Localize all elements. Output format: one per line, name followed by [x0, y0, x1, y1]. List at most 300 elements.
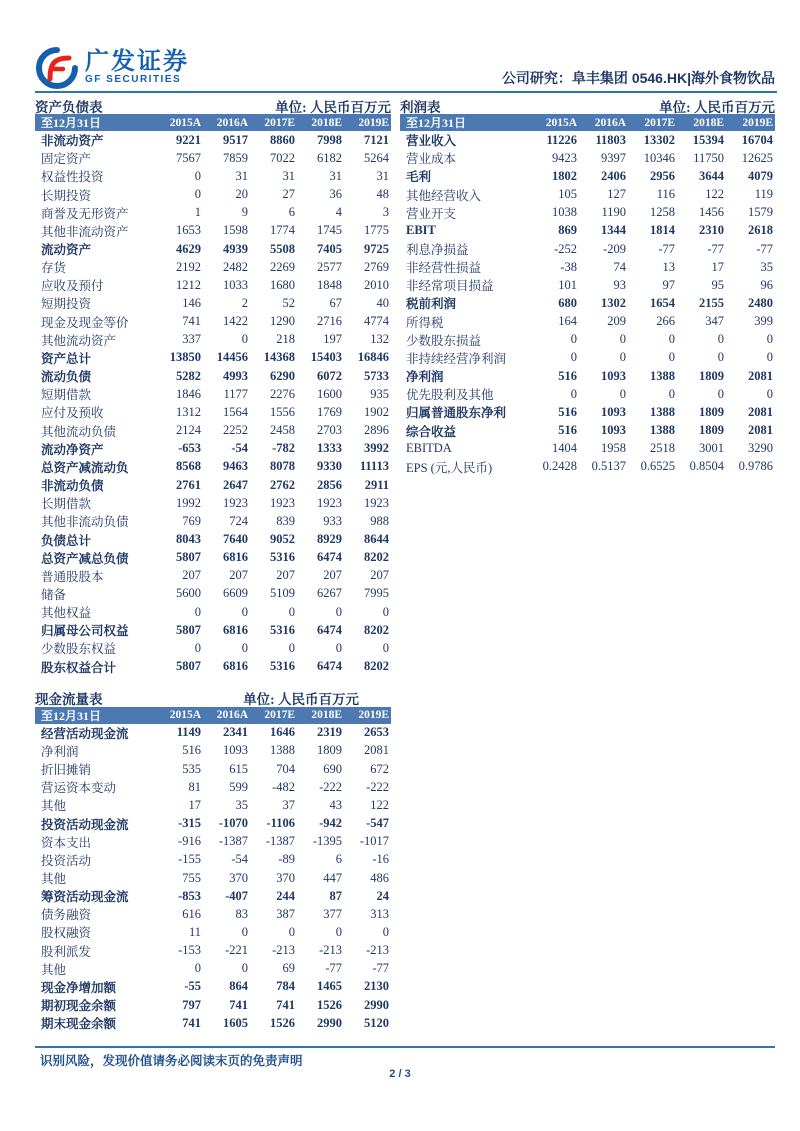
cell-value: 0: [335, 640, 342, 655]
logo-text: [85, 50, 189, 86]
cell-value: 6: [335, 852, 342, 867]
cell-value: -1106: [266, 816, 295, 831]
table-row: [35, 887, 391, 905]
cell-value: 0: [194, 961, 201, 976]
cell-value: 1923: [317, 495, 342, 510]
cell-value: 1902: [364, 404, 389, 419]
cell-value: 9330: [317, 459, 342, 474]
cell-value: 370: [229, 870, 248, 885]
header-divider: [35, 91, 777, 93]
cell-value: 2269: [270, 259, 295, 274]
cell-value: 1344: [601, 223, 626, 238]
cell-value: -1387: [265, 834, 295, 849]
cell-value: 4079: [748, 168, 773, 183]
cell-value: 2155: [699, 295, 724, 310]
cell-value: -1387: [218, 834, 248, 849]
table-row: [35, 923, 391, 941]
year-column-header: 2015A: [169, 709, 201, 722]
cell-value: 6267: [317, 586, 342, 601]
cell-value: 1388: [650, 404, 675, 419]
cell-value: 35: [760, 259, 773, 274]
cell-value: 1680: [270, 277, 295, 292]
cell-value: 0: [288, 604, 295, 619]
cell-value: -1395: [312, 834, 342, 849]
row-label: 非持续经营净利润: [406, 351, 507, 366]
cell-value: 11750: [693, 150, 724, 165]
cell-value: 1745: [317, 223, 342, 238]
cell-value: 83: [235, 906, 248, 921]
cell-value: 599: [229, 779, 248, 794]
right-column: [400, 97, 775, 1032]
cell-value: 2081: [748, 368, 773, 383]
cell-value: 31: [329, 168, 342, 183]
cell-value: 1809: [699, 404, 724, 419]
cell-value: 24: [376, 888, 389, 903]
cell-value: 516: [558, 423, 577, 438]
cell-value: 0.5137: [591, 459, 626, 474]
cell-value: 2703: [317, 423, 342, 438]
row-label: 非经常项目损益: [406, 279, 494, 294]
cell-value: 81: [188, 779, 201, 794]
cell-value: 741: [276, 997, 295, 1012]
cell-value: 11113: [359, 459, 389, 474]
table-row: [400, 204, 775, 222]
cell-value: -782: [272, 441, 295, 456]
cell-value: 9463: [223, 459, 248, 474]
cell-value: 486: [370, 870, 389, 885]
cell-value: 2653: [364, 725, 389, 740]
cell-value: 9221: [176, 132, 201, 147]
cell-value: 266: [656, 314, 675, 329]
cell-value: 7995: [364, 586, 389, 601]
row-label: 其他经营收入: [406, 188, 482, 203]
page-number: 2 / 3: [389, 1068, 411, 1080]
row-label: 固定资产: [41, 152, 92, 167]
table-header-row: [35, 707, 391, 724]
cell-value: 122: [705, 187, 724, 202]
row-label: 投资活动现金流: [41, 817, 129, 832]
cell-value: 2716: [317, 314, 342, 329]
cell-value: 5807: [176, 622, 201, 637]
cell-value: 5316: [270, 659, 295, 674]
disclaimer-text: 识别风险，发现价值请务必阅读末页的免责声明: [40, 1054, 303, 1068]
table-row: [35, 869, 391, 887]
cell-value: 0: [382, 640, 389, 655]
cell-value: 935: [370, 386, 389, 401]
cell-value: 0: [241, 961, 248, 976]
cell-value: 6816: [223, 659, 248, 674]
cell-value: 0: [619, 386, 626, 401]
cell-value: 8202: [364, 659, 389, 674]
table-row: [400, 185, 775, 203]
cell-value: 5600: [176, 586, 201, 601]
report-category-title: 公司研究：阜丰集团 0546.HK|海外食物饮品: [501, 70, 775, 86]
cell-value: 1958: [601, 441, 626, 456]
income-statement-unit: 单位: 人民币百万元: [659, 99, 775, 115]
table-row: [35, 996, 391, 1014]
cell-value: 1422: [223, 314, 248, 329]
row-label: 其他流动负债: [41, 424, 117, 439]
cell-value: 1093: [223, 743, 248, 758]
cell-value: -77: [325, 961, 342, 976]
cell-value: -222: [366, 779, 389, 794]
content-area: [35, 97, 775, 1032]
row-label: 少数股东损益: [406, 333, 482, 348]
cell-value: 1038: [552, 205, 577, 220]
table-row: [35, 385, 391, 403]
page-header: [35, 44, 775, 90]
row-label: 应付及预收: [41, 406, 104, 421]
table-row: [35, 724, 391, 742]
cell-value: 17: [188, 797, 201, 812]
table-row: [35, 833, 391, 851]
cell-value: 1600: [317, 386, 342, 401]
cell-value: -1070: [218, 816, 248, 831]
cell-value: 0: [570, 332, 577, 347]
table-row: [400, 385, 775, 403]
row-label: 非经营性损益: [406, 261, 482, 276]
cell-value: 197: [323, 332, 342, 347]
row-label: 利息净损益: [406, 243, 469, 258]
cell-value: 3290: [748, 441, 773, 456]
table-row: [400, 294, 775, 312]
cell-value: 2911: [364, 477, 389, 492]
cell-value: 741: [182, 1015, 201, 1030]
income-statement-table: [400, 114, 775, 476]
table-row: [400, 276, 775, 294]
table-row: [35, 331, 391, 349]
cell-value: 2577: [317, 259, 342, 274]
cell-value: 4993: [223, 368, 248, 383]
cell-value: 6: [288, 205, 295, 220]
table-row: [35, 367, 391, 385]
cell-value: 2341: [223, 725, 248, 740]
row-label: 储备: [41, 587, 67, 602]
cell-value: 20: [235, 187, 248, 202]
cell-value: 1093: [601, 423, 626, 438]
row-label: 股东权益合计: [41, 660, 117, 675]
cash-flow-caption: [35, 690, 391, 707]
cell-value: 2010: [364, 277, 389, 292]
cell-value: 207: [229, 568, 248, 583]
cell-value: 16846: [357, 350, 389, 365]
cell-value: 0: [717, 350, 724, 365]
cell-value: 1646: [270, 725, 295, 740]
cell-value: 5508: [270, 241, 295, 256]
cell-value: -482: [272, 779, 295, 794]
row-label: 资本支出: [41, 835, 92, 850]
cell-value: 15403: [310, 350, 342, 365]
cell-value: 40: [376, 295, 389, 310]
cell-value: 2990: [364, 997, 389, 1012]
cell-value: 839: [276, 513, 295, 528]
table-row: [35, 204, 391, 222]
table-row: [35, 1014, 391, 1032]
table-row: [35, 585, 391, 603]
table-row: [35, 440, 391, 458]
cell-value: 2458: [270, 423, 295, 438]
row-label: 经营活动现金流: [41, 726, 129, 741]
income-statement-section: [400, 97, 775, 476]
cell-value: -853: [178, 888, 201, 903]
row-label: 期初现金余额: [41, 999, 117, 1014]
cell-value: 96: [760, 277, 773, 292]
cell-value: 2482: [223, 259, 248, 274]
cell-value: 784: [276, 979, 295, 994]
row-label: 负债总计: [41, 533, 92, 548]
balance-sheet-caption: [35, 97, 391, 114]
cell-value: 9517: [223, 132, 248, 147]
row-label: 净利润: [406, 370, 444, 385]
cell-value: 1465: [317, 979, 342, 994]
cell-value: 127: [607, 187, 626, 202]
cell-value: 207: [276, 568, 295, 583]
cell-value: 37: [282, 797, 295, 812]
row-label: 投资活动: [41, 853, 92, 868]
year-column-header: 2018E: [311, 116, 342, 129]
cell-value: 2: [241, 295, 248, 310]
cell-value: 1564: [223, 404, 248, 419]
row-label: 期末现金余额: [41, 1017, 117, 1032]
row-label: 营业开支: [406, 206, 457, 221]
cell-value: 8043: [176, 532, 201, 547]
cell-value: 0: [766, 332, 773, 347]
cell-value: 31: [376, 168, 389, 183]
cell-value: 6072: [317, 368, 342, 383]
cell-value: 31: [282, 168, 295, 183]
cell-value: 9052: [270, 532, 295, 547]
date-header: 至12月31日: [41, 116, 102, 130]
cell-value: 2518: [650, 441, 675, 456]
table-row: [35, 258, 391, 276]
cell-value: 116: [656, 187, 675, 202]
cell-value: 8078: [270, 459, 295, 474]
cell-value: 12625: [741, 150, 773, 165]
cell-value: 0: [717, 332, 724, 347]
cell-value: 0: [382, 604, 389, 619]
table-row: [400, 458, 775, 476]
cell-value: -77: [372, 961, 389, 976]
cell-value: -315: [178, 816, 201, 831]
table-row: [35, 621, 391, 639]
balance-sheet-table: [35, 114, 391, 676]
row-label: 营业成本: [406, 152, 457, 167]
cell-value: 0: [382, 924, 389, 939]
row-label: 债务融资: [41, 908, 92, 923]
cell-value: 797: [182, 997, 201, 1012]
cell-value: 1923: [223, 495, 248, 510]
cell-value: 74: [613, 259, 626, 274]
cell-value: 1775: [364, 223, 389, 238]
cell-value: 2990: [317, 1015, 342, 1030]
balance-sheet-title: 资产负债表: [35, 99, 103, 115]
cell-value: 741: [182, 314, 201, 329]
cell-value: 7640: [223, 532, 248, 547]
cell-value: 690: [323, 761, 342, 776]
cell-value: 2081: [364, 743, 389, 758]
cell-value: 615: [229, 761, 248, 776]
cell-value: 1809: [699, 423, 724, 438]
cell-value: 933: [323, 513, 342, 528]
cell-value: 337: [182, 332, 201, 347]
cell-value: 1923: [270, 495, 295, 510]
table-row: [35, 778, 391, 796]
cell-value: 101: [558, 277, 577, 292]
cell-value: 1456: [699, 205, 724, 220]
cell-value: 1809: [317, 743, 342, 758]
cell-value: 218: [276, 332, 295, 347]
cell-value: 7405: [317, 241, 342, 256]
cell-value: 5109: [270, 586, 295, 601]
cell-value: 1605: [223, 1015, 248, 1030]
cell-value: 69: [282, 961, 295, 976]
cell-value: 1556: [270, 404, 295, 419]
cell-value: 27: [282, 187, 295, 202]
table-row: [35, 476, 391, 494]
table-row: [35, 760, 391, 778]
cell-value: 52: [282, 295, 295, 310]
table-row: [35, 313, 391, 331]
table-header-row: [400, 114, 775, 131]
cash-flow-title: 现金流量表: [35, 692, 103, 708]
cell-value: -89: [278, 852, 295, 867]
cell-value: -942: [319, 816, 342, 831]
row-label: 权益性投资: [41, 170, 104, 185]
cell-value: 347: [705, 314, 724, 329]
cell-value: 864: [229, 979, 248, 994]
cell-value: -16: [372, 852, 389, 867]
row-label: 少数股东权益: [41, 642, 117, 657]
cell-value: 0.9786: [738, 459, 773, 474]
cell-value: -55: [184, 979, 201, 994]
cell-value: 6474: [317, 622, 342, 637]
cell-value: 13302: [643, 132, 675, 147]
cell-value: -54: [231, 852, 248, 867]
cell-value: 1526: [317, 997, 342, 1012]
cell-value: 1312: [176, 404, 201, 419]
cell-value: 2761: [176, 477, 201, 492]
cell-value: 3644: [699, 168, 724, 183]
cell-value: 516: [182, 743, 201, 758]
table-row: [35, 349, 391, 367]
cell-value: 704: [276, 761, 295, 776]
cell-value: 5733: [364, 368, 389, 383]
table-row: [400, 258, 775, 276]
balance-sheet-unit: 单位: 人民币百万元: [275, 99, 391, 115]
cell-value: 6816: [223, 550, 248, 565]
table-row: [35, 978, 391, 996]
table-row: [35, 549, 391, 567]
row-label: 非流动负债: [41, 479, 104, 494]
cell-value: 2310: [699, 223, 724, 238]
cell-value: -153: [178, 943, 201, 958]
row-label: 应收及预付: [41, 279, 104, 294]
cell-value: 0: [194, 187, 201, 202]
cell-value: 48: [376, 187, 389, 202]
cell-value: 1388: [650, 423, 675, 438]
cell-value: 1388: [650, 368, 675, 383]
cell-value: 0: [194, 640, 201, 655]
table-row: [35, 960, 391, 978]
table-row: [35, 403, 391, 421]
cell-value: 14456: [216, 350, 248, 365]
cell-value: 988: [370, 513, 389, 528]
cell-value: 1177: [223, 386, 248, 401]
table-row: [400, 367, 775, 385]
cell-value: 2762: [270, 477, 295, 492]
cell-value: 8644: [364, 532, 389, 547]
year-column-header: 2016A: [216, 116, 248, 129]
cell-value: 2856: [317, 477, 342, 492]
cell-value: 0: [668, 350, 675, 365]
year-column-header: 2017E: [644, 116, 675, 129]
cell-value: 616: [182, 906, 201, 921]
cell-value: 1190: [601, 205, 626, 220]
cell-value: 93: [613, 277, 626, 292]
cell-value: 6182: [317, 150, 342, 165]
cell-value: 680: [558, 295, 577, 310]
year-column-header: 2018E: [311, 709, 342, 722]
logo-cn-text: 广发证券: [85, 48, 189, 75]
cell-value: 2647: [223, 477, 248, 492]
left-column: [35, 97, 391, 1032]
cell-value: 7998: [317, 132, 342, 147]
table-row: [35, 639, 391, 657]
year-column-header: 2018E: [693, 116, 724, 129]
row-label: 股权融资: [41, 926, 92, 941]
row-label: 总资产减流动负: [41, 460, 129, 475]
cell-value: 31: [235, 168, 248, 183]
cell-value: -407: [225, 888, 248, 903]
cell-value: 11803: [595, 132, 626, 147]
cell-value: -1017: [359, 834, 389, 849]
cell-value: 2192: [176, 259, 201, 274]
row-label: 折旧摊销: [41, 763, 92, 778]
table-row: [400, 131, 775, 149]
cell-value: 9397: [601, 150, 626, 165]
cell-value: -222: [319, 779, 342, 794]
table-row: [400, 440, 775, 458]
cell-value: 11: [188, 924, 201, 939]
year-column-header: 2015A: [169, 116, 201, 129]
cell-value: 87: [329, 888, 342, 903]
cell-value: 1033: [223, 277, 248, 292]
row-label: 其他: [41, 799, 67, 814]
cell-value: -213: [366, 943, 389, 958]
cell-value: 207: [370, 568, 389, 583]
cell-value: 377: [323, 906, 342, 921]
gf-securities-logo: [35, 46, 189, 90]
cell-value: -77: [658, 241, 675, 256]
table-row: [400, 167, 775, 185]
cell-value: 1: [194, 205, 201, 220]
row-label: EBIT: [406, 223, 436, 238]
cell-value: 1579: [748, 205, 773, 220]
cell-value: 1290: [270, 314, 295, 329]
logo-en-text: GF SECURITIES: [85, 74, 182, 85]
row-label: 股利派发: [41, 944, 92, 959]
table-row: [35, 222, 391, 240]
cell-value: 5316: [270, 550, 295, 565]
cell-value: 164: [558, 314, 577, 329]
cell-value: 7859: [223, 150, 248, 165]
cell-value: 244: [276, 888, 295, 903]
cell-value: 447: [323, 870, 342, 885]
row-label: 净利润: [41, 744, 79, 759]
cell-value: 0.2428: [542, 459, 577, 474]
cell-value: 8568: [176, 459, 201, 474]
cell-value: 8202: [364, 550, 389, 565]
